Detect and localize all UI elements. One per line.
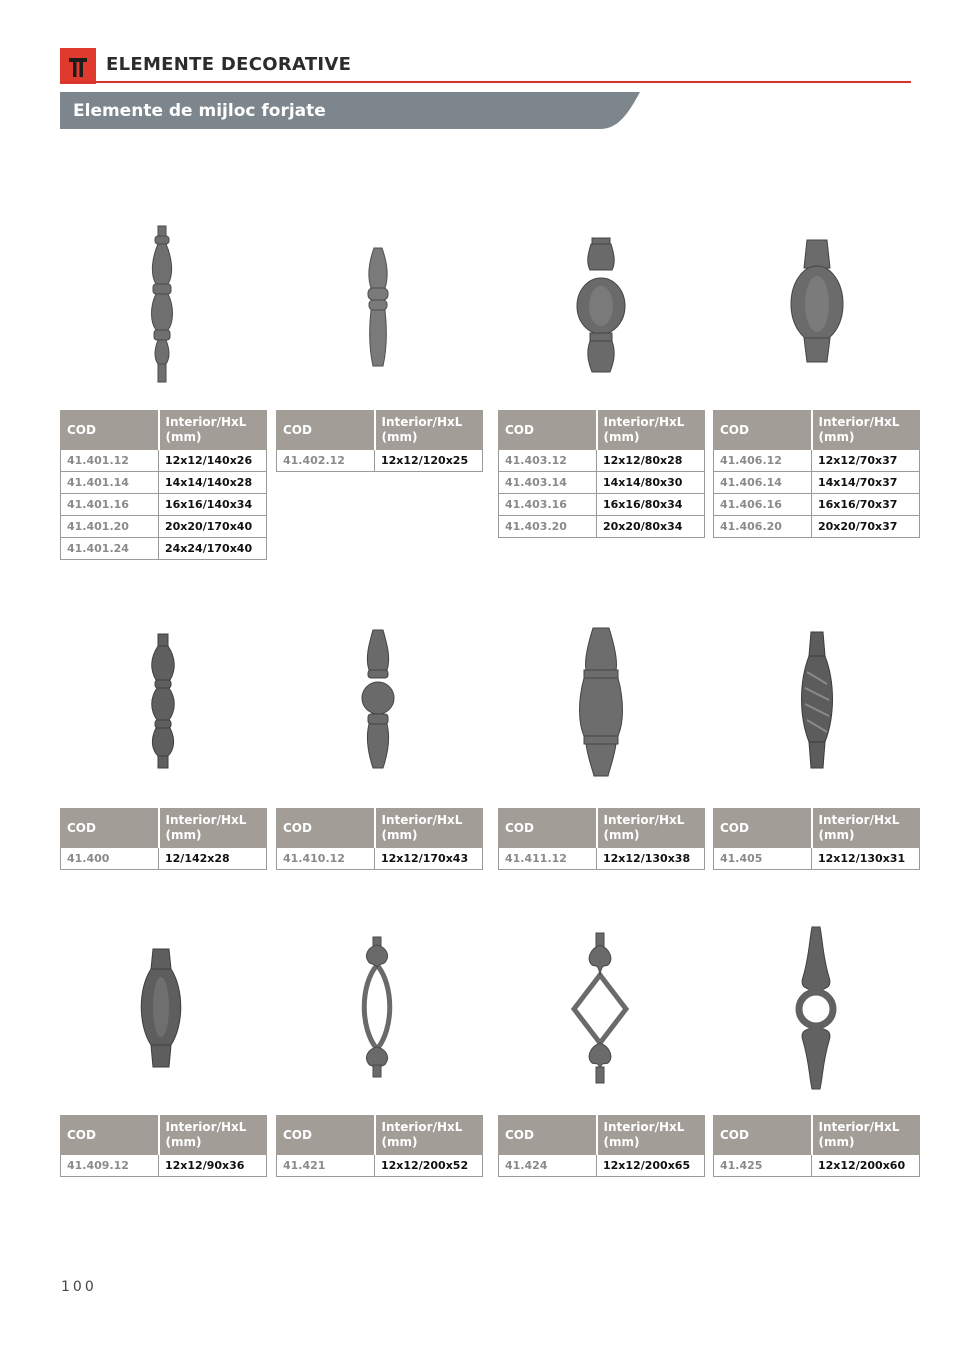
table-row [714,848,920,870]
product-dims: 20x20/70x37 [812,516,920,538]
table-row [499,848,705,870]
product-code: 41.406.16 [714,494,812,516]
product-code: 41.400 [61,848,159,870]
table-row [499,472,705,494]
forged-ball-collar-icon [576,238,626,374]
table-row [499,450,705,472]
product-code: 41.401.20 [61,516,159,538]
col-header-code: COD [277,809,375,848]
table-row [61,516,267,538]
product-dims: 12x12/140x26 [159,450,267,472]
spec-table [276,808,483,870]
col-header-dims: Interior/HxL (mm) [375,1116,483,1155]
forged-square-collar-icon [578,628,624,776]
spec-table [60,1115,267,1177]
spec-table [498,808,705,870]
product-dims: 14x14/140x28 [159,472,267,494]
product-dims: 16x16/70x37 [812,494,920,516]
brand-logo-icon [60,48,96,84]
table-row [277,450,483,472]
product-dims: 12x12/120x25 [375,450,483,472]
col-header-dims: Interior/HxL (mm) [159,1116,267,1155]
spec-table [498,1115,705,1177]
product-code: 41.401.12 [61,450,159,472]
col-header-code: COD [277,411,375,450]
product-dims: 12x12/130x31 [812,848,920,870]
table-row [61,450,267,472]
spec-table [713,410,920,538]
col-header-code: COD [499,411,597,450]
col-header-dims: Interior/HxL (mm) [597,411,705,450]
table-row [714,1155,920,1177]
spec-table [498,410,705,538]
product-dims: 20x20/170x40 [159,516,267,538]
col-header-code: COD [714,809,812,848]
product-dims: 24x24/170x40 [159,538,267,560]
table-row [499,1155,705,1177]
product-code: 41.403.20 [499,516,597,538]
product-code: 41.409.12 [61,1155,159,1177]
table-row [61,472,267,494]
forged-oval-collar-icon [790,240,844,364]
product-code: 41.406.20 [714,516,812,538]
page-number: 100 [61,1279,97,1295]
product-code: 41.406.14 [714,472,812,494]
product-dims: 12x12/200x65 [597,1155,705,1177]
table-row [499,494,705,516]
page-title: ELEMENTE DECORATIVE [106,54,352,75]
product-code: 41.421 [277,1155,375,1177]
product-dims: 16x16/140x34 [159,494,267,516]
header-rule [60,81,911,83]
product-code: 41.401.16 [61,494,159,516]
product-dims: 14x14/80x30 [597,472,705,494]
product-code: 41.424 [499,1155,597,1177]
col-header-code: COD [61,1116,159,1155]
product-dims: 16x16/80x34 [597,494,705,516]
forged-diamond-ornament-icon [570,933,630,1083]
spec-table [713,1115,920,1177]
forged-baluster-icon [148,634,178,768]
table-row [499,516,705,538]
section-title: Elemente de mijloc forjate [73,101,326,121]
col-header-dims: Interior/HxL (mm) [812,411,920,450]
table-row [714,450,920,472]
product-code: 41.411.12 [499,848,597,870]
product-dims: 12/142x28 [159,848,267,870]
product-code: 41.406.12 [714,450,812,472]
forged-lens-collar-icon [140,949,182,1067]
forged-ring-ornament-icon [793,927,839,1089]
table-row [61,538,267,560]
col-header-dims: Interior/HxL (mm) [597,809,705,848]
forged-ball-spindle-icon [361,630,395,770]
product-code: 41.403.16 [499,494,597,516]
col-header-code: COD [61,411,159,450]
table-row [61,848,267,870]
col-header-dims: Interior/HxL (mm) [597,1116,705,1155]
table-row [714,516,920,538]
col-header-code: COD [499,809,597,848]
spec-table [60,808,267,870]
table-row [277,848,483,870]
forged-baluster-collar-icon [146,226,178,382]
product-dims: 12x12/80x28 [597,450,705,472]
forged-spindle-icon [365,248,391,368]
section-title-bar [60,92,640,129]
product-dims: 12x12/170x43 [375,848,483,870]
spec-table [276,1115,483,1177]
product-code: 41.403.14 [499,472,597,494]
col-header-dims: Interior/HxL (mm) [812,809,920,848]
product-dims: 14x14/70x37 [812,472,920,494]
product-code: 41.403.12 [499,450,597,472]
product-code: 41.401.14 [61,472,159,494]
col-header-code: COD [714,411,812,450]
col-header-code: COD [714,1116,812,1155]
table-row [61,1155,267,1177]
spec-table [713,808,920,870]
product-dims: 12x12/70x37 [812,450,920,472]
table-row [714,494,920,516]
spec-table [276,410,483,472]
table-row [277,1155,483,1177]
col-header-dims: Interior/HxL (mm) [375,411,483,450]
col-header-code: COD [277,1116,375,1155]
product-code: 41.402.12 [277,450,375,472]
col-header-dims: Interior/HxL (mm) [812,1116,920,1155]
table-row [714,472,920,494]
forged-oval-ornament-icon [356,937,398,1077]
product-dims: 12x12/200x52 [375,1155,483,1177]
col-header-code: COD [61,809,159,848]
col-header-dims: Interior/HxL (mm) [159,411,267,450]
forged-twisted-collar-icon [801,632,833,768]
col-header-code: COD [499,1116,597,1155]
product-dims: 20x20/80x34 [597,516,705,538]
product-dims: 12x12/90x36 [159,1155,267,1177]
product-code: 41.401.24 [61,538,159,560]
table-row [61,494,267,516]
product-code: 41.405 [714,848,812,870]
col-header-dims: Interior/HxL (mm) [375,809,483,848]
col-header-dims: Interior/HxL (mm) [159,809,267,848]
product-dims: 12x12/130x38 [597,848,705,870]
spec-table [60,410,267,560]
product-dims: 12x12/200x60 [812,1155,920,1177]
product-code: 41.410.12 [277,848,375,870]
product-code: 41.425 [714,1155,812,1177]
